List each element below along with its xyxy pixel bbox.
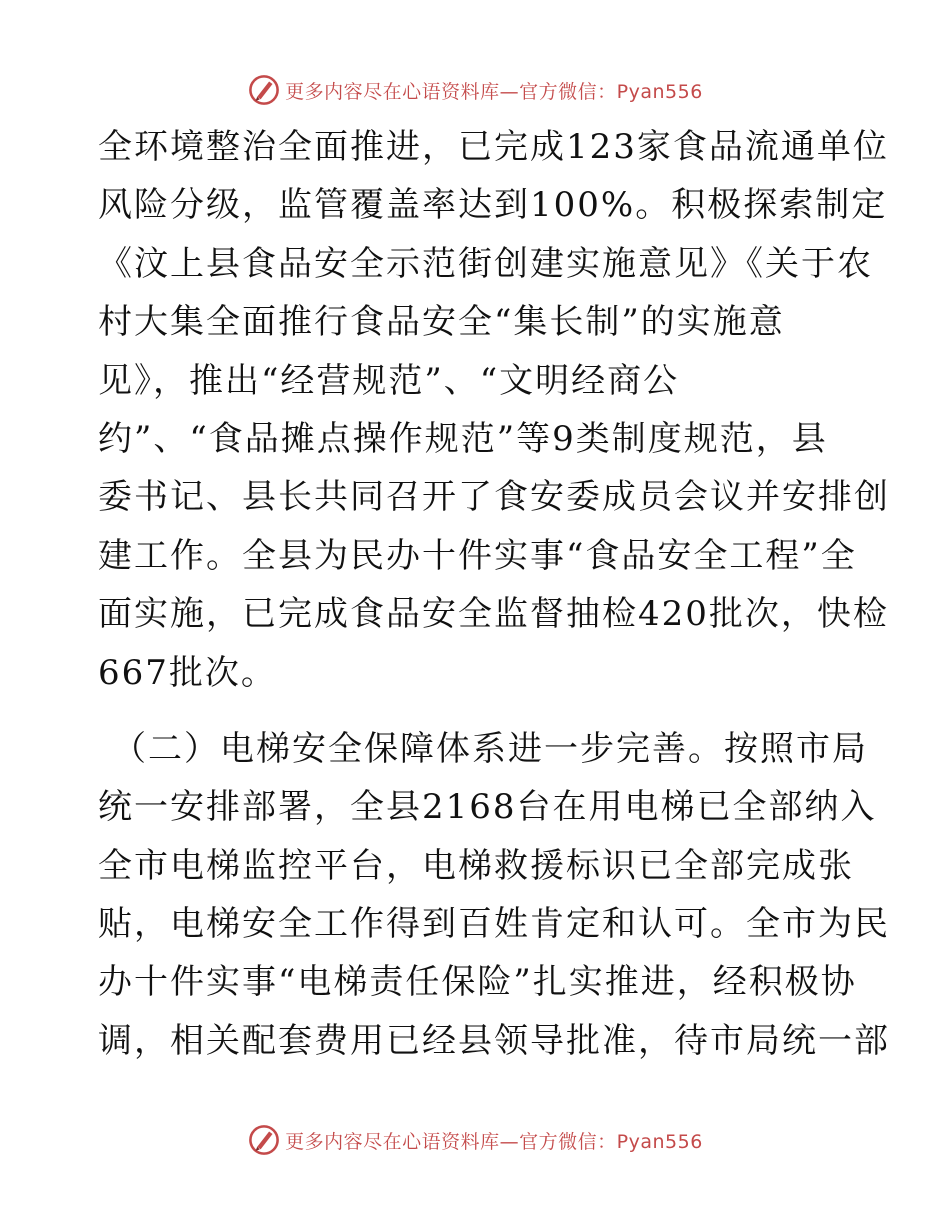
- text-line: 贴，电梯安全工作得到百姓肯定和认可。全市为民: [98, 904, 890, 945]
- text-line: 风险分级，监管覆盖率达到100%。积极探索制定: [98, 185, 888, 226]
- text-line: 调，相关配套费用已经县领导批准，待市局统一部: [98, 1020, 890, 1061]
- text-line: 全市电梯监控平台，电梯救援标识已全部完成张: [98, 845, 854, 886]
- document-body: [98, 118, 890, 1070]
- text-line: 办十件实事“电梯责任保险”扎实推进，经积极协: [98, 962, 857, 1003]
- text-line: 约”、“食品摊点操作规范”等9类制度规范，县: [98, 418, 828, 459]
- watermark-text: 更多内容尽在心语资料库—官方微信：Pyan556: [285, 80, 703, 103]
- text-line: 村大集全面推行食品安全“集长制”的实施意: [98, 302, 785, 343]
- pen-logo-icon: [247, 1123, 281, 1157]
- text-line: 见》，推出“经营规范”、“文明经商公: [98, 360, 680, 401]
- pen-logo-icon: [247, 73, 281, 107]
- text-line: 全环境整治全面推进，已完成123家食品流通单位: [98, 127, 889, 167]
- section-heading-line: （二）电梯安全保障体系进一步完善。按照市局: [112, 728, 868, 769]
- text-line: 建工作。全县为民办十件实事“食品安全工程”全: [98, 535, 857, 576]
- header-watermark: [0, 68, 950, 112]
- text-line: 《汶上县食品安全示范街创建实施意见》《关于农: [98, 243, 873, 284]
- text-line: 667批次。: [98, 652, 277, 693]
- text-line: 委书记、县长共同召开了食安委成员会议并安排创: [98, 477, 890, 518]
- paragraph-elevator-safety: [98, 720, 890, 1070]
- paragraph-food-safety: [98, 118, 890, 702]
- watermark-text: 更多内容尽在心语资料库—官方微信：Pyan556: [285, 1130, 703, 1153]
- footer-watermark: [0, 1118, 950, 1162]
- text-line: 统一安排部署，全县2168台在用电梯已全部纳入: [98, 787, 877, 828]
- text-line: 面实施，已完成食品安全监督抽检420批次，快检: [98, 594, 889, 635]
